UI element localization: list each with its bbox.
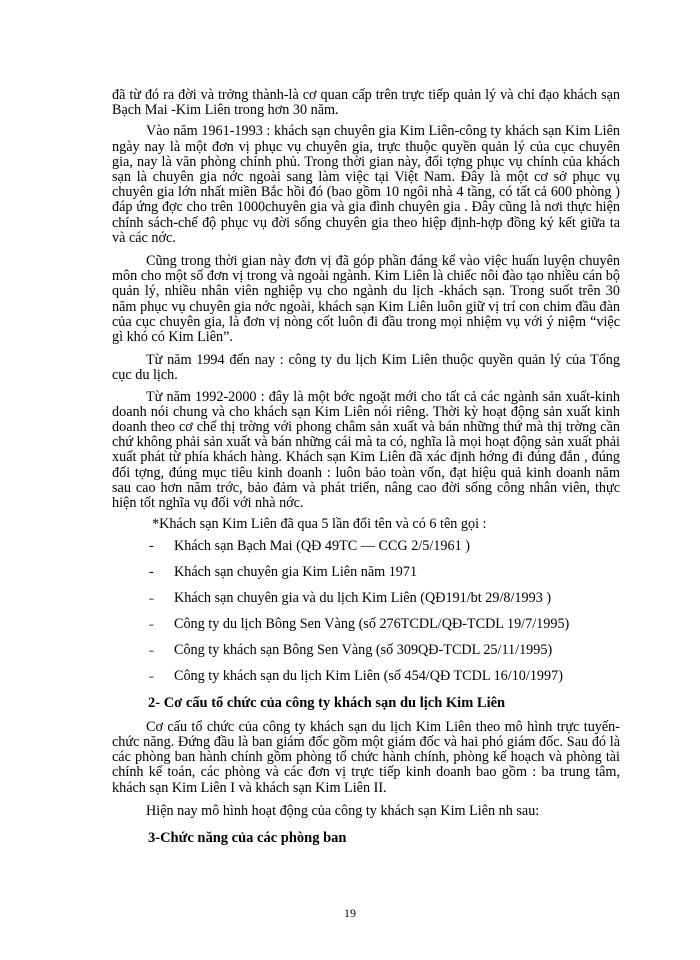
list-dash-marker: ˗: [149, 668, 154, 685]
page-number: 19: [344, 906, 356, 920]
list-item: [112, 616, 620, 636]
section-heading-3: 3-Chức năng của các phòng ban: [148, 829, 347, 846]
list-dash-marker: ˗: [149, 616, 154, 633]
body-text: [112, 88, 620, 846]
list-item: [112, 590, 620, 610]
list-item-text: Khách sạn Bạch Mai (QĐ 49TC — CCG 2/5/1961 ): [174, 538, 470, 555]
list-item: [112, 642, 620, 662]
paragraph-structure: Cơ cấu tổ chức của công ty khách sạn du lịch Kim Liên theo mô hình trực tuyến-chức năng. Đứng đầu là ban giám đốc gồm một giám đốc và hai phó giám đốc. Sau đó là các phòng ban hành chính gồm phòng tổ chức hành chính, phòng kế hoạch và phòng tài chính kế toán, các phòng và các đơn vị trực tiếp kinh doanh bao gồm : ba trung tâm, khách sạn Kim Liên I và khách sạn Kim Liên II.: [112, 718, 620, 796]
section-heading-2: 2- Cơ cấu tổ chức của công ty khách sạn du lịch Kim Liên: [148, 695, 506, 712]
list-item: [112, 538, 620, 558]
paragraph-1992-2000: Từ năm 1992-2000 : đây là một bớc ngoặt mới cho tất cả các ngành sản xuất-kinh doanh nói chung và cho khách sạn Kim Liên nói riêng. Thời kỳ hoạt động sản xuất kinh doanh theo cơ chế thị trờng với phong châm sản xuất và bán những thứ mà thị trờng cần chứ không phải sản xuất và bán những cái mà ta có, nghĩa là mọi hoạt động sản xuất phải xuất phát từ phía khách hàng. Khách sạn Kim Liên đã xác định hớng đi đúng đắn , đúng đối tợng, đúng mục tiêu kinh doanh : luôn bảo toàn vốn, đạt hiệu quả kinh doanh năm sau cao hơn năm trớc, bảo đảm và phát triển, nâng cao đời sống công nhân viên, thực hiện tốt nghĩa vụ đối với nhà nớc.: [112, 388, 620, 512]
list-dash-marker: -: [149, 564, 154, 581]
list-dash-marker: -: [149, 538, 154, 555]
list-item-text: Khách sạn chuyên gia Kim Liên năm 1971: [174, 564, 418, 581]
list-dash-marker: ˗: [149, 590, 154, 607]
paragraph-training: Cũng trong thời gian này đơn vị đã góp phần đáng kể vào việc huấn luyện chuyên môn cho một số đơn vị trong và ngoài ngành. Kim Liên là chiếc nôi đào tạo nhiều cán bộ quản lý, nhiều nhân viên nghiệp vụ cho ngành du lịch -khách sạn. Trong suốt trên 30 năm phục vụ chuyên gia nớc ngoài, khách sạn Kim Liên luôn giữ vị trí con chim đầu đàn của cục chuyên gia, là đơn vị nòng cốt luôn đi đầu trong mọi nhiệm vụ với ý niệm “việc gì khó có Kim Liên”.: [112, 253, 620, 346]
names-list: [112, 538, 620, 688]
paragraph-continuation: đã từ đó ra đời và trởng thành-là cơ quan cấp trên trực tiếp quản lý và chỉ đạo khách sạn Bạch Mai -Kim Liên trong hơn 30 năm.: [112, 87, 620, 119]
list-item-text: Công ty khách sạn du lịch Kim Liên (số 454/QĐ TCDL 16/10/1997): [174, 668, 563, 685]
paragraph-names-intro: *Khách sạn Kim Liên đã qua 5 lần đổi tên và có 6 tên gọi :: [152, 516, 487, 533]
list-item-text: Khách sạn chuyên gia và du lịch Kim Liên (QĐ191/bt 29/8/1993 ): [174, 590, 552, 607]
list-item-text: Công ty du lịch Bông Sen Vàng (số 276TCDL/QĐ-TCDL 19/7/1995): [174, 616, 570, 633]
paragraph-model: Hiện nay mô hình hoạt động của công ty khách sạn Kim Liên nh sau:: [146, 802, 540, 819]
list-item: [112, 564, 620, 584]
list-dash-marker: ˗: [149, 642, 154, 659]
paragraph-1994: Từ năm 1994 đến nay : công ty du lịch Kim Liên thuộc quyền quản lý của Tổng cục du lịch.: [112, 352, 620, 384]
list-item: [112, 668, 620, 688]
list-item-text: Công ty khách sạn Bông Sen Vàng (số 309QĐ-TCDL 25/11/1995): [174, 642, 553, 659]
paragraph-1961-1993: Vào năm 1961-1993 : khách sạn chuyên gia Kim Liên-công ty khách sạn Kim Liên ngày nay là một đơn vị phục vụ chuyên gia, trực thuộc quyền quản lý của cục chuyên gia, nay là văn phòng chính phủ. Trong thời gian này, đối tợng phục vụ chính của khách sạn là chuyên gia nớc ngoài sang làm việc tại Việt Nam. Đây là một cơ sở phục vụ chuyên gia lớn nhất miền Bắc hồi đó (bao gồm 10 ngôi nhà 4 tầng, có tất cả 600 phòng ) đáp ứng đợc cho trên 1000chuyên gia và gia đình chuyên gia . Đây cũng là nơi thực hiện chính sách-chế độ phục vụ đời sống chuyên gia theo hiệp định-hợp đồng ký kết giữa ta và các nớc.: [112, 123, 620, 246]
